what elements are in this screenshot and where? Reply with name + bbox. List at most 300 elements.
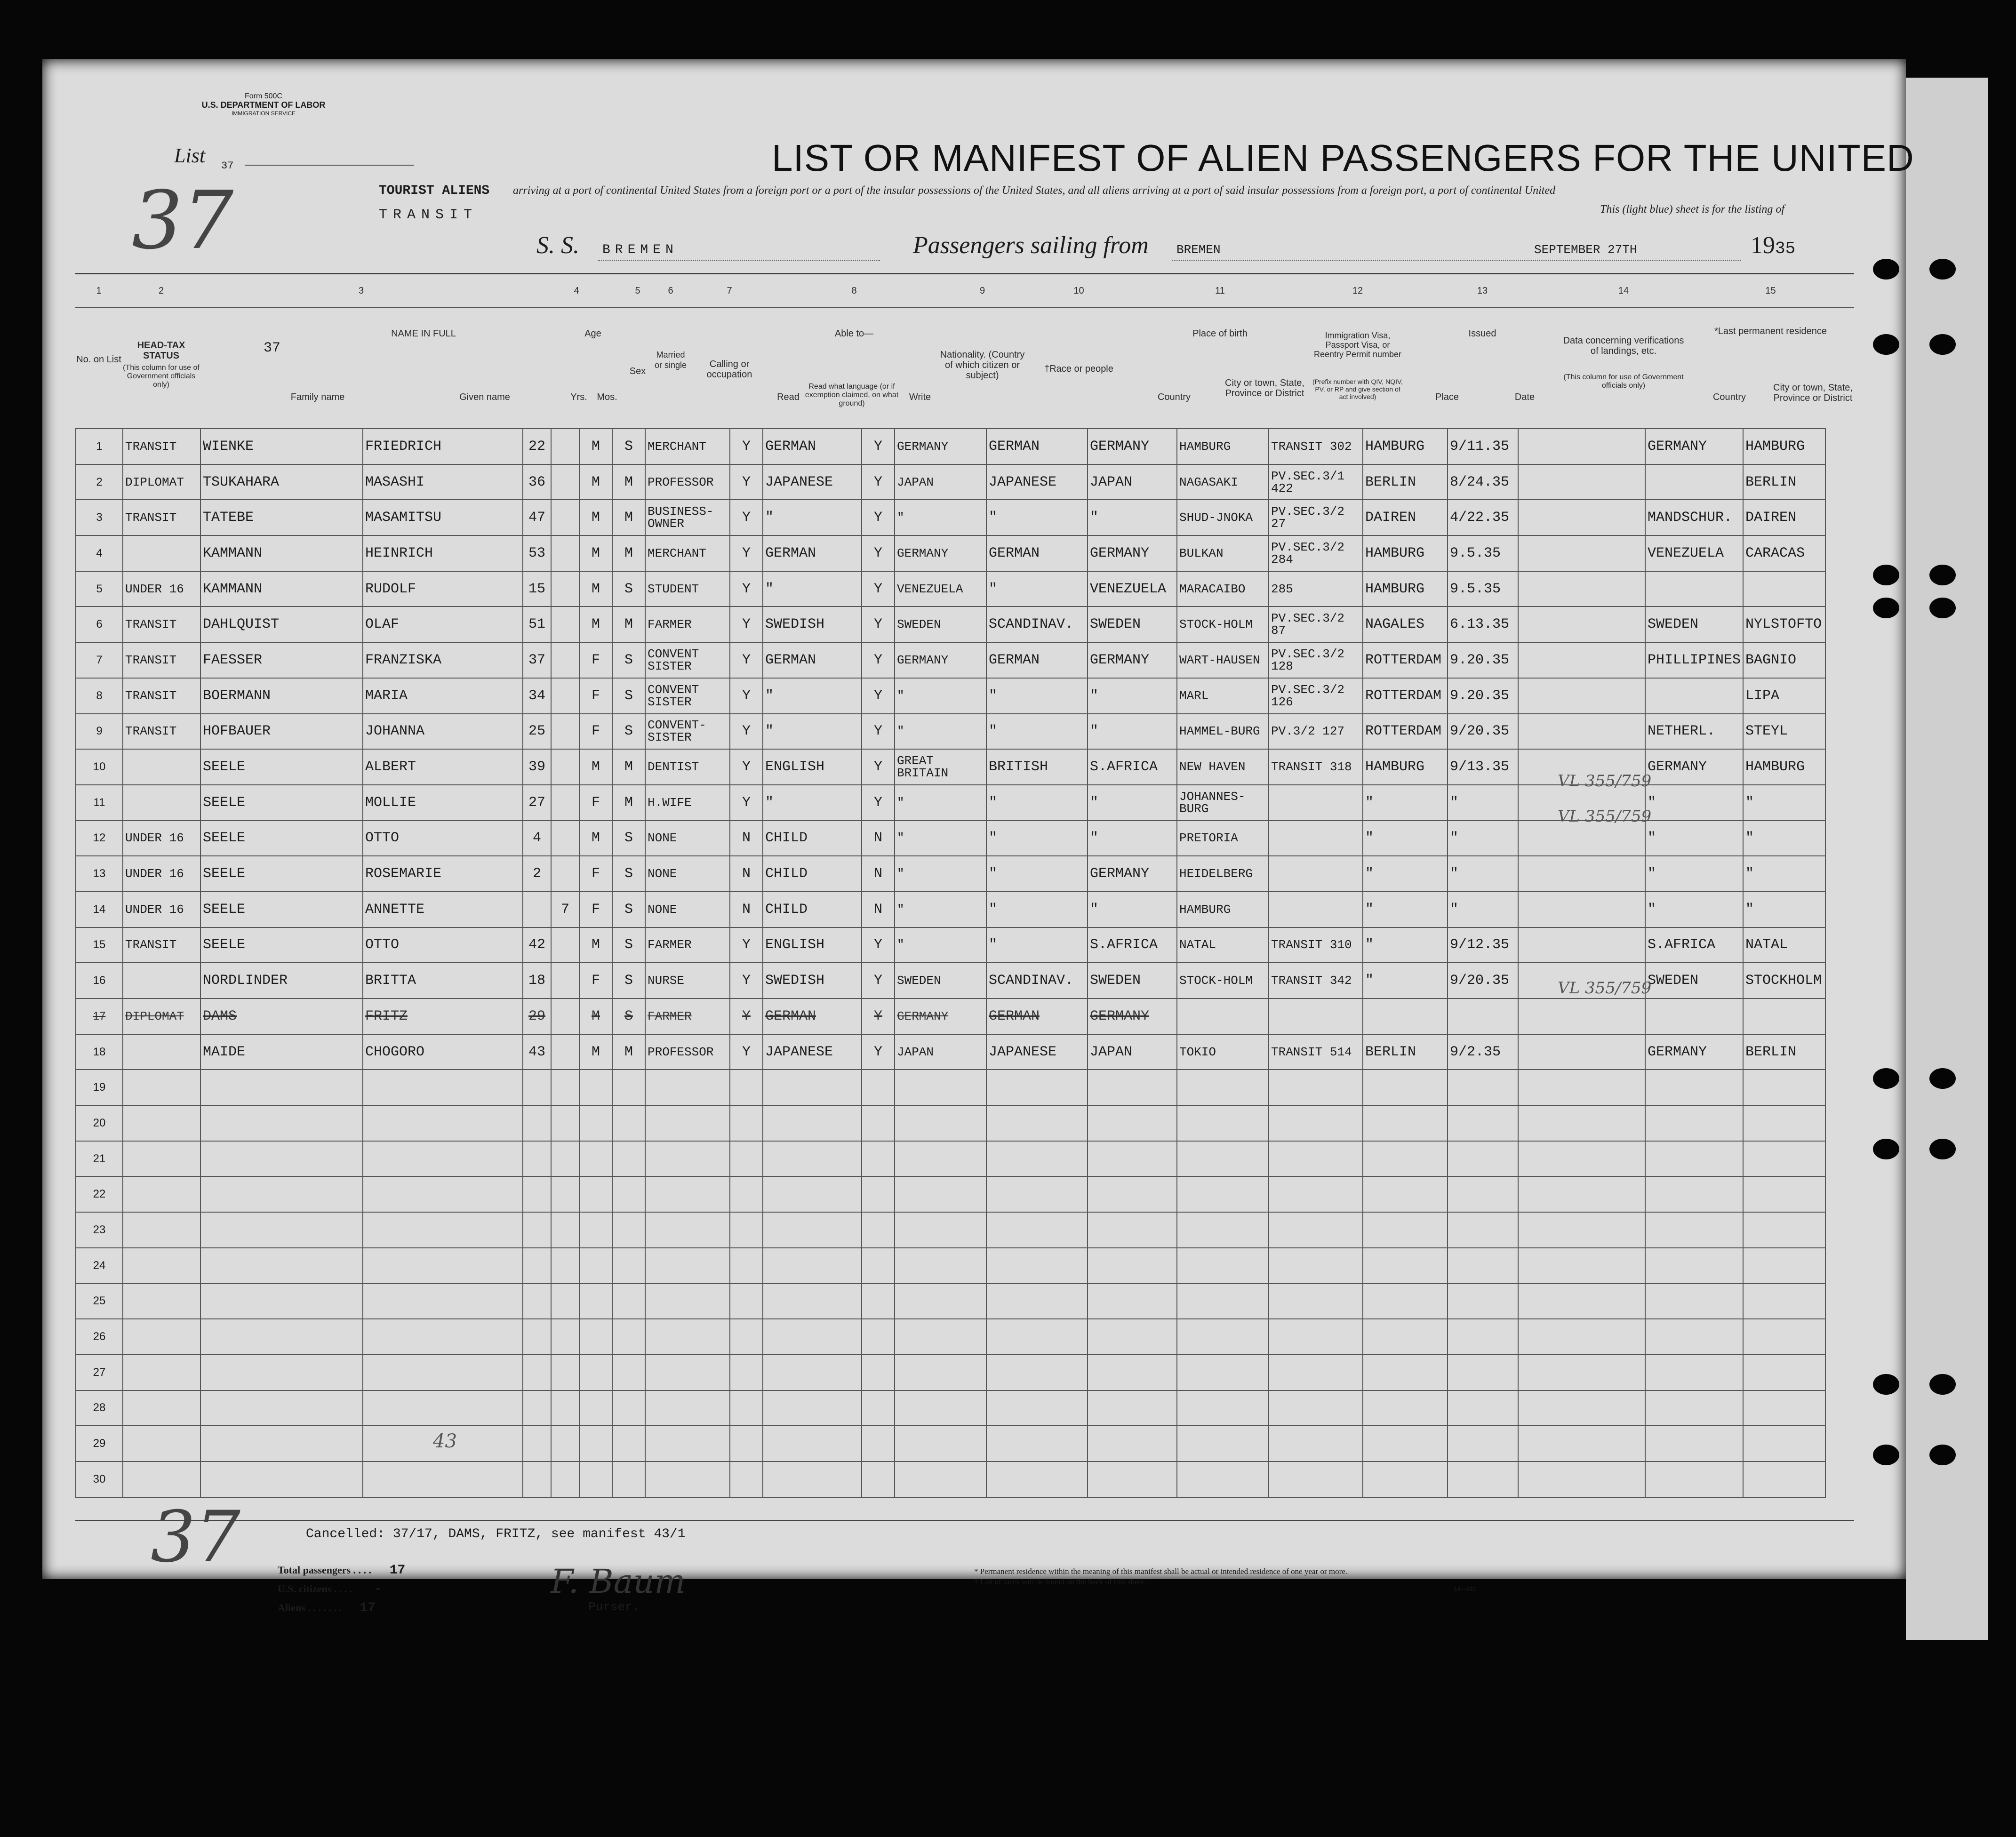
cell-race: " bbox=[986, 714, 1088, 750]
cell-mos bbox=[551, 1355, 579, 1390]
cell-bcountry bbox=[1088, 1319, 1177, 1355]
cell-visa bbox=[1269, 1462, 1363, 1497]
cell-nat: GERMANY bbox=[895, 998, 986, 1034]
cell-no: 19 bbox=[76, 1070, 123, 1105]
cell-nat: VENEZUELA bbox=[895, 571, 986, 607]
cell-given bbox=[363, 1284, 523, 1319]
cell-nat: " bbox=[895, 714, 986, 750]
cell-occ bbox=[645, 1319, 730, 1355]
cell-idate: 9/2.35 bbox=[1448, 1034, 1518, 1070]
cell-write bbox=[862, 1426, 895, 1462]
header-read-lang: Read what language (or if exemption claimed, on what ground) bbox=[805, 383, 899, 407]
cell-iplace: " bbox=[1363, 821, 1448, 856]
cell-visa: TRANSIT 310 bbox=[1269, 927, 1363, 963]
cell-bcity bbox=[1177, 1319, 1269, 1355]
cell-sex bbox=[579, 1176, 612, 1212]
cell-bcity: WART-HAUSEN bbox=[1177, 642, 1269, 678]
cell-bcity: STOCK-HOLM bbox=[1177, 607, 1269, 642]
cell-idate bbox=[1448, 1248, 1518, 1284]
table-row bbox=[76, 714, 1825, 750]
cell-mos bbox=[551, 642, 579, 678]
cell-status bbox=[123, 1105, 200, 1141]
cell-bcity: HEIDELBERG bbox=[1177, 856, 1269, 892]
col-number: 2 bbox=[158, 286, 164, 296]
cell-note14 bbox=[1518, 678, 1645, 714]
cell-lang: CHILD bbox=[763, 821, 862, 856]
cell-idate: " bbox=[1448, 785, 1518, 821]
cell-iplace bbox=[1363, 998, 1448, 1034]
cell-rcountry: " bbox=[1645, 785, 1743, 821]
cell-note14 bbox=[1518, 1390, 1645, 1426]
cell-rcity: " bbox=[1743, 785, 1825, 821]
cell-occ: MERCHANT bbox=[645, 429, 730, 464]
cell-no: 23 bbox=[76, 1212, 123, 1248]
cell-family: SEELE bbox=[200, 749, 363, 785]
cell-lang bbox=[763, 1141, 862, 1177]
cell-note14 bbox=[1518, 1248, 1645, 1284]
cell-iplace bbox=[1363, 1212, 1448, 1248]
col-number: 7 bbox=[727, 286, 732, 296]
cell-family: TSUKAHARA bbox=[200, 464, 363, 500]
cell-given: JOHANNA bbox=[363, 714, 523, 750]
cell-rcountry: NETHERL. bbox=[1645, 714, 1743, 750]
cell-mos bbox=[551, 1462, 579, 1497]
cell-write bbox=[862, 1248, 895, 1284]
cell-iplace: " bbox=[1363, 785, 1448, 821]
cell-idate: " bbox=[1448, 892, 1518, 927]
cell-read: Y bbox=[730, 927, 763, 963]
cell-family bbox=[200, 1390, 363, 1426]
cell-sex: M bbox=[579, 571, 612, 607]
cell-family: SEELE bbox=[200, 927, 363, 963]
cell-note14 bbox=[1518, 1462, 1645, 1497]
cell-mos bbox=[551, 1390, 579, 1426]
cell-iplace bbox=[1363, 1462, 1448, 1497]
table-row bbox=[76, 856, 1825, 892]
cell-ms bbox=[612, 1070, 645, 1105]
cell-visa: PV.SEC.3/2 87 bbox=[1269, 607, 1363, 642]
cell-yrs bbox=[523, 1141, 551, 1177]
cell-visa bbox=[1269, 1141, 1363, 1177]
cell-ms bbox=[612, 1141, 645, 1177]
cell-occ: NONE bbox=[645, 856, 730, 892]
cell-occ: PROFESSOR bbox=[645, 464, 730, 500]
cell-write bbox=[862, 1212, 895, 1248]
cell-note14 bbox=[1518, 927, 1645, 963]
form-number: Form 500C bbox=[244, 92, 283, 100]
cell-read: N bbox=[730, 856, 763, 892]
cell-bcountry bbox=[1088, 1105, 1177, 1141]
cell-status bbox=[123, 1176, 200, 1212]
cell-visa bbox=[1269, 1212, 1363, 1248]
cell-occ bbox=[645, 1462, 730, 1497]
cell-family: TATEBE bbox=[200, 500, 363, 535]
cell-occ bbox=[645, 1105, 730, 1141]
cell-mos bbox=[551, 963, 579, 998]
cell-no: 1 bbox=[76, 429, 123, 464]
cell-rcity bbox=[1743, 998, 1825, 1034]
binder-hole bbox=[1873, 1445, 1899, 1465]
cell-visa bbox=[1269, 1390, 1363, 1426]
cell-idate: " bbox=[1448, 856, 1518, 892]
cell-rcity bbox=[1743, 1176, 1825, 1212]
cell-mos bbox=[551, 607, 579, 642]
cell-bcity: STOCK-HOLM bbox=[1177, 963, 1269, 998]
cell-occ bbox=[645, 1248, 730, 1284]
cell-nat bbox=[895, 1105, 986, 1141]
cell-rcity: NYLSTOFTO bbox=[1743, 607, 1825, 642]
cell-given: ALBERT bbox=[363, 749, 523, 785]
cell-lang bbox=[763, 1462, 862, 1497]
col-number: 13 bbox=[1477, 286, 1488, 296]
cell-read: Y bbox=[730, 1034, 763, 1070]
header-issued: Issued bbox=[1468, 328, 1496, 339]
cell-ms bbox=[612, 1284, 645, 1319]
cell-yrs bbox=[523, 1070, 551, 1105]
table-row bbox=[76, 535, 1825, 571]
cell-note14 bbox=[1518, 1070, 1645, 1105]
manifest-table bbox=[75, 428, 1826, 1498]
cell-rcountry bbox=[1645, 1212, 1743, 1248]
next-page-edge bbox=[1906, 78, 1988, 1640]
cell-visa: PV.3/2 127 bbox=[1269, 714, 1363, 750]
cell-note14 bbox=[1518, 1034, 1645, 1070]
cell-bcountry bbox=[1088, 1141, 1177, 1177]
cell-mos bbox=[551, 1212, 579, 1248]
cell-no: 24 bbox=[76, 1248, 123, 1284]
ship-underline bbox=[598, 260, 880, 261]
cell-sex bbox=[579, 1462, 612, 1497]
cell-status: TRANSIT bbox=[123, 642, 200, 678]
cell-write: Y bbox=[862, 927, 895, 963]
cell-lang: ENGLISH bbox=[763, 749, 862, 785]
cell-rcountry: GERMANY bbox=[1645, 429, 1743, 464]
table-row bbox=[76, 1034, 1825, 1070]
cell-occ bbox=[645, 1284, 730, 1319]
cell-given: MOLLIE bbox=[363, 785, 523, 821]
cell-bcountry: SWEDEN bbox=[1088, 607, 1177, 642]
cell-note14 bbox=[1518, 1141, 1645, 1177]
cell-status: UNDER 16 bbox=[123, 821, 200, 856]
cell-bcity: HAMMEL-BURG bbox=[1177, 714, 1269, 750]
cell-rcity bbox=[1743, 1319, 1825, 1355]
cell-rcountry: PHILLIPINES bbox=[1645, 642, 1743, 678]
port-underline bbox=[1172, 260, 1534, 261]
binder-hole bbox=[1873, 1139, 1899, 1159]
cell-yrs bbox=[523, 1176, 551, 1212]
cell-family: SEELE bbox=[200, 892, 363, 927]
cell-nat: " bbox=[895, 678, 986, 714]
col-number: 15 bbox=[1765, 286, 1776, 296]
cell-occ: NURSE bbox=[645, 963, 730, 998]
cell-read: N bbox=[730, 892, 763, 927]
cell-family: SEELE bbox=[200, 856, 363, 892]
cell-given bbox=[363, 1355, 523, 1390]
cell-yrs bbox=[523, 1319, 551, 1355]
cell-nat: GERMANY bbox=[895, 535, 986, 571]
cell-no: 26 bbox=[76, 1319, 123, 1355]
cell-bcountry: SWEDEN bbox=[1088, 963, 1177, 998]
cell-ms: S bbox=[612, 642, 645, 678]
table-row bbox=[76, 1284, 1825, 1319]
port-name: BREMEN bbox=[1176, 243, 1221, 257]
cell-lang: " bbox=[763, 500, 862, 535]
header-residence: *Last permanent residence bbox=[1714, 326, 1827, 336]
cell-status bbox=[123, 1248, 200, 1284]
cell-sex bbox=[579, 1070, 612, 1105]
cell-race: JAPANESE bbox=[986, 464, 1088, 500]
cell-status: TRANSIT bbox=[123, 500, 200, 535]
cell-bcountry: " bbox=[1088, 821, 1177, 856]
cell-mos bbox=[551, 821, 579, 856]
citizens-value: - bbox=[374, 1582, 383, 1597]
cell-note14 bbox=[1518, 1355, 1645, 1390]
cell-ms: S bbox=[612, 714, 645, 750]
cell-yrs bbox=[523, 1355, 551, 1390]
cell-family bbox=[200, 1212, 363, 1248]
cell-write bbox=[862, 1141, 895, 1177]
cell-ms bbox=[612, 1248, 645, 1284]
header-data14: Data concerning verifications of landings, etc. bbox=[1563, 335, 1684, 356]
cell-yrs bbox=[523, 1212, 551, 1248]
cell-note14 bbox=[1518, 1319, 1645, 1355]
cell-ms: M bbox=[612, 749, 645, 785]
cell-mos bbox=[551, 535, 579, 571]
cell-occ: MERCHANT bbox=[645, 535, 730, 571]
cell-race bbox=[986, 1355, 1088, 1390]
cell-race: GERMAN bbox=[986, 429, 1088, 464]
cell-nat: GREAT BRITAIN bbox=[895, 749, 986, 785]
cell-status: TRANSIT bbox=[123, 678, 200, 714]
cell-mos bbox=[551, 749, 579, 785]
cell-bcity: JOHANNES-BURG bbox=[1177, 785, 1269, 821]
cell-sex: F bbox=[579, 963, 612, 998]
table-row bbox=[76, 1105, 1825, 1141]
cell-yrs bbox=[523, 1390, 551, 1426]
cell-mos bbox=[551, 1141, 579, 1177]
header-birth-country: Country bbox=[1157, 392, 1191, 402]
cell-iplace bbox=[1363, 1284, 1448, 1319]
header-married: Married or single bbox=[654, 350, 687, 370]
binder-hole bbox=[1873, 565, 1899, 585]
cell-nat: " bbox=[895, 892, 986, 927]
cell-visa: TRANSIT 302 bbox=[1269, 429, 1363, 464]
cell-nat bbox=[895, 1319, 986, 1355]
cell-bcountry: GERMANY bbox=[1088, 998, 1177, 1034]
cell-occ: H.WIFE bbox=[645, 785, 730, 821]
cell-idate bbox=[1448, 1212, 1518, 1248]
cell-iplace bbox=[1363, 1176, 1448, 1212]
cell-rcountry bbox=[1645, 464, 1743, 500]
cell-yrs: 25 bbox=[523, 714, 551, 750]
binder-hole bbox=[1929, 1068, 1956, 1089]
col-number: 1 bbox=[96, 286, 102, 296]
table-row bbox=[76, 1462, 1825, 1497]
cell-bcountry bbox=[1088, 1070, 1177, 1105]
cell-bcity: BULKAN bbox=[1177, 535, 1269, 571]
cell-nat: " bbox=[895, 856, 986, 892]
cell-given: CHOGORO bbox=[363, 1034, 523, 1070]
cell-mos bbox=[551, 998, 579, 1034]
cell-iplace: " bbox=[1363, 927, 1448, 963]
cell-occ: NONE bbox=[645, 892, 730, 927]
cell-occ: CONVENT SISTER bbox=[645, 642, 730, 678]
cell-given bbox=[363, 1390, 523, 1426]
cell-lang: GERMAN bbox=[763, 429, 862, 464]
cell-bcity bbox=[1177, 1390, 1269, 1426]
cell-rcity bbox=[1743, 1426, 1825, 1462]
cell-given bbox=[363, 1319, 523, 1355]
cell-yrs: 4 bbox=[523, 821, 551, 856]
header-visa-note: (Prefix number with QIV, NQIV, PV, or RP and give section of act involved) bbox=[1312, 378, 1403, 400]
cell-read bbox=[730, 1248, 763, 1284]
footer-totals: Total passengers . . . . 17 U.S. citizens . . . . - Aliens . . . . . . . 17 bbox=[278, 1563, 421, 1620]
cell-write: Y bbox=[862, 464, 895, 500]
header-visa: Immigration Visa, Passport Visa, or Reentry Permit number bbox=[1313, 331, 1402, 359]
cell-nat bbox=[895, 1070, 986, 1105]
cell-bcountry bbox=[1088, 1390, 1177, 1426]
header-res-city: City or town, State, Province or District bbox=[1773, 383, 1853, 403]
cell-note14 bbox=[1518, 1176, 1645, 1212]
cell-family bbox=[200, 1176, 363, 1212]
cell-visa: PV.SEC.3/1 422 bbox=[1269, 464, 1363, 500]
cell-yrs: 18 bbox=[523, 963, 551, 998]
date-underline bbox=[1529, 260, 1741, 261]
cell-no: 25 bbox=[76, 1284, 123, 1319]
cell-visa bbox=[1269, 1176, 1363, 1212]
header-yrs: Yrs. bbox=[570, 392, 587, 402]
binder-hole bbox=[1873, 1374, 1899, 1395]
footer-rule bbox=[75, 1520, 1854, 1521]
cell-sex bbox=[579, 1319, 612, 1355]
cell-rcity bbox=[1743, 1355, 1825, 1390]
cell-lang bbox=[763, 1070, 862, 1105]
cell-read: Y bbox=[730, 642, 763, 678]
cell-bcity: HAMBURG bbox=[1177, 429, 1269, 464]
cell-nat bbox=[895, 1284, 986, 1319]
cell-visa: PV.SEC.3/2 27 bbox=[1269, 500, 1363, 535]
binder-hole bbox=[1929, 259, 1956, 280]
table-row bbox=[76, 642, 1825, 678]
cell-rcountry: VENEZUELA bbox=[1645, 535, 1743, 571]
handwritten-footer-list: 37 bbox=[151, 1496, 240, 1578]
cell-bcountry: GERMANY bbox=[1088, 642, 1177, 678]
cell-bcity bbox=[1177, 1284, 1269, 1319]
cell-ms bbox=[612, 1176, 645, 1212]
cell-given: OTTO bbox=[363, 927, 523, 963]
column-number-strip bbox=[75, 274, 1854, 308]
cell-idate bbox=[1448, 998, 1518, 1034]
cell-sex: F bbox=[579, 678, 612, 714]
cell-occ: DENTIST bbox=[645, 749, 730, 785]
cell-rcity: STEYL bbox=[1743, 714, 1825, 750]
cell-note14 bbox=[1518, 1105, 1645, 1141]
list-underline bbox=[245, 165, 414, 166]
cell-no: 27 bbox=[76, 1355, 123, 1390]
cell-race: " bbox=[986, 927, 1088, 963]
cell-yrs: 36 bbox=[523, 464, 551, 500]
footnote-races: † List of races will be found on the back of this sheet. bbox=[974, 1577, 1146, 1586]
cell-read: Y bbox=[730, 714, 763, 750]
cell-sex: F bbox=[579, 856, 612, 892]
cell-visa bbox=[1269, 785, 1363, 821]
table-row bbox=[76, 571, 1825, 607]
table-row bbox=[76, 1390, 1825, 1426]
cell-lang: " bbox=[763, 714, 862, 750]
cell-family bbox=[200, 1248, 363, 1284]
cell-rcity: BERLIN bbox=[1743, 464, 1825, 500]
cell-rcity: STOCKHOLM bbox=[1743, 963, 1825, 998]
cell-write bbox=[862, 1462, 895, 1497]
cell-no: 9 bbox=[76, 714, 123, 750]
cell-occ bbox=[645, 1212, 730, 1248]
cell-lang: ENGLISH bbox=[763, 927, 862, 963]
cell-status: TRANSIT bbox=[123, 607, 200, 642]
table-row bbox=[76, 1070, 1825, 1105]
cell-nat: " bbox=[895, 821, 986, 856]
cell-idate bbox=[1448, 1390, 1518, 1426]
cell-yrs bbox=[523, 1284, 551, 1319]
cell-lang bbox=[763, 1426, 862, 1462]
binder-hole bbox=[1929, 1374, 1956, 1395]
cell-nat: GERMANY bbox=[895, 429, 986, 464]
cell-lang bbox=[763, 1390, 862, 1426]
cell-no: 29 bbox=[76, 1426, 123, 1462]
cell-occ: FARMER bbox=[645, 607, 730, 642]
cell-iplace: " bbox=[1363, 856, 1448, 892]
cell-bcountry bbox=[1088, 1176, 1177, 1212]
cell-rcity: DAIREN bbox=[1743, 500, 1825, 535]
cell-given: BRITTA bbox=[363, 963, 523, 998]
cell-family: HOFBAUER bbox=[200, 714, 363, 750]
list-label: List bbox=[174, 144, 206, 167]
cell-given bbox=[363, 1248, 523, 1284]
cell-race bbox=[986, 1105, 1088, 1141]
cell-ms: S bbox=[612, 821, 645, 856]
cell-no: 11 bbox=[76, 785, 123, 821]
cell-ms: S bbox=[612, 927, 645, 963]
cell-occ: STUDENT bbox=[645, 571, 730, 607]
cell-given: MASASHI bbox=[363, 464, 523, 500]
total-value: 17 bbox=[389, 1563, 406, 1578]
header-no: No. on List bbox=[76, 354, 121, 365]
cell-rcity: " bbox=[1743, 892, 1825, 927]
cell-no: 28 bbox=[76, 1390, 123, 1426]
cell-iplace bbox=[1363, 1070, 1448, 1105]
cell-ms: S bbox=[612, 998, 645, 1034]
cell-given: HEINRICH bbox=[363, 535, 523, 571]
cell-rcity bbox=[1743, 571, 1825, 607]
binder-hole bbox=[1929, 334, 1956, 355]
cell-occ: PROFESSOR bbox=[645, 1034, 730, 1070]
year bbox=[1751, 232, 1795, 259]
cell-idate bbox=[1448, 1426, 1518, 1462]
cell-bcountry: S.AFRICA bbox=[1088, 927, 1177, 963]
binder-hole bbox=[1929, 1445, 1956, 1465]
col-number: 10 bbox=[1073, 286, 1084, 296]
col-number: 5 bbox=[635, 286, 640, 296]
cell-status bbox=[123, 785, 200, 821]
cell-nat bbox=[895, 1176, 986, 1212]
cell-given: OLAF bbox=[363, 607, 523, 642]
cell-read: Y bbox=[730, 500, 763, 535]
cell-family bbox=[200, 1070, 363, 1105]
cell-occ bbox=[645, 1176, 730, 1212]
cell-note14 bbox=[1518, 1426, 1645, 1462]
cell-bcity bbox=[1177, 1355, 1269, 1390]
cell-rcountry bbox=[1645, 1284, 1743, 1319]
cell-bcountry bbox=[1088, 1462, 1177, 1497]
